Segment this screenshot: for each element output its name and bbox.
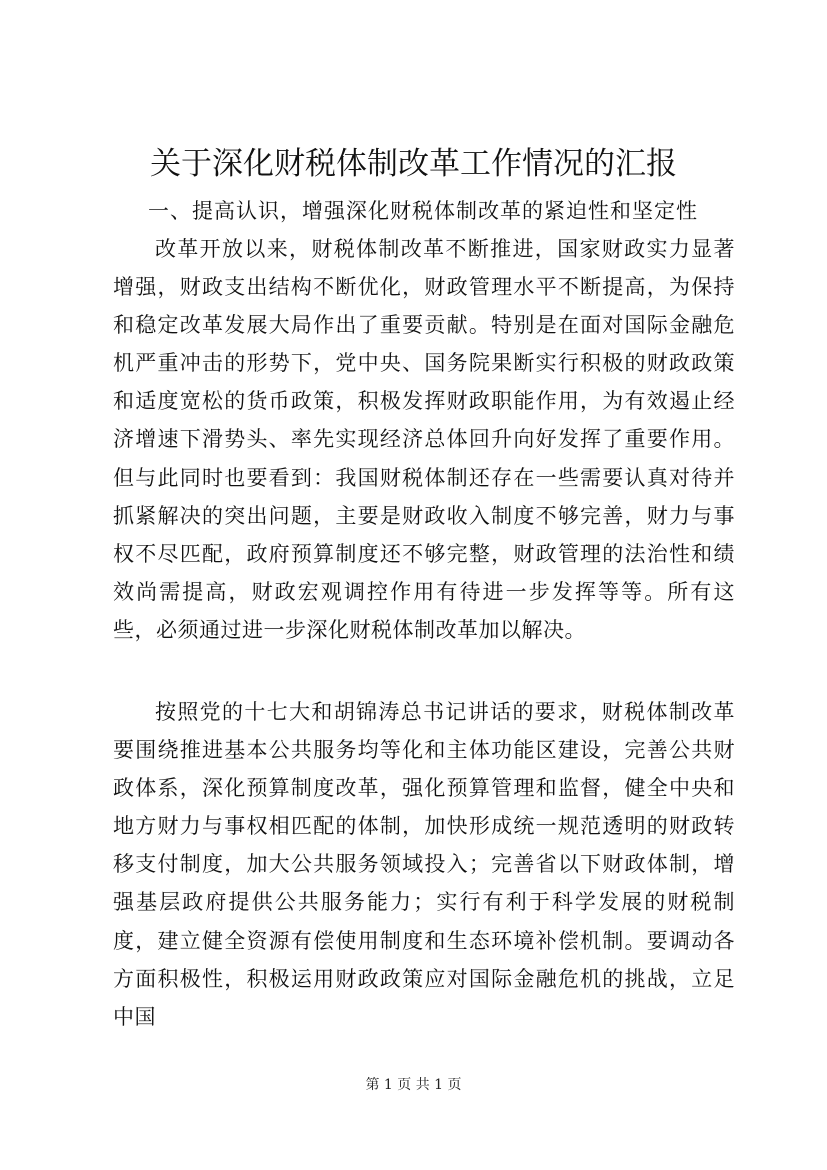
document-title: 关于深化财税体制改革工作情况的汇报 xyxy=(150,146,677,182)
body-paragraph: 按照党的十七大和胡锦涛总书记讲话的要求，财税体制改革要围绕推进基本公共服务均等化和主体功能区建设，完善公共财政体系，深化预算制度改革，强化预算管理和监督，健全中央和地方财力与事权相匹配的体制，加快形成统一规范透明的财政转移支付制度，加大公共服务领域投入；完善省以下财政体制，增强基层政府提供公共服务能力；实行有利于科学发展的财税制度，建立健全资源有偿使用制度和生态环境补偿机制。要调动各方面积极性，积极运用财政政策应对国际金融危机的挑战，立足中国 xyxy=(113,700,735,1029)
section-heading: 一、提高认识，增强深化财税体制改革的紧迫性和坚定性 xyxy=(148,199,698,223)
body-paragraph: 改革开放以来，财税体制改革不断推进，国家财政实力显著增强，财政支出结构不断优化，财政管理水平不断提高，为保持和稳定改革发展大局作出了重要贡献。特别是在面对国际金融危机严重冲击的形势下，党中央、国务院果断实行积极的财政政策和适度宽松的货币政策，积极发挥财政职能作用，为有效遏止经济增速下滑势头、率先实现经济总体回升向好发挥了重要作用。但与此同时也要看到：我国财税体制还存在一些需要认真对待并抓紧解决的突出问题，主要是财政收入制度不够完善，财力与事权不尽匹配，政府预算制度还不够完整，财政管理的法治性和绩效尚需提高，财政宏观调控作用有待进一步发挥等等。所有这些，必须通过进一步深化财税体制改革加以解决。 xyxy=(113,237,735,642)
page-number-footer: 第 1 页 共 1 页 xyxy=(365,1077,462,1093)
